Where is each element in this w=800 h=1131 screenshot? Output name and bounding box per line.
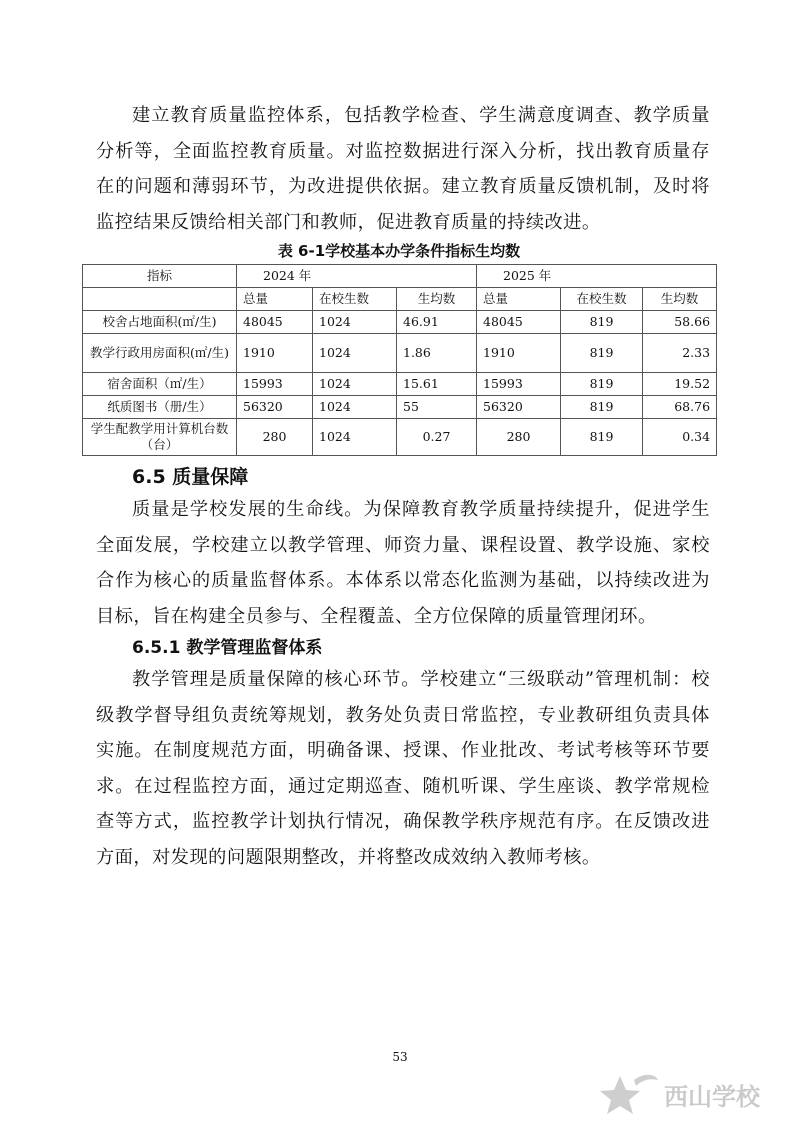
table-cell: 1024 [313, 373, 397, 396]
section-heading-6-5: 6.5 质量保障 [132, 466, 249, 488]
row-label: 校舍占地面积(㎡/生) [83, 311, 237, 334]
subheader-students-2024: 在校生数 [313, 288, 397, 311]
subheader-per-student-2024: 生均数 [397, 288, 477, 311]
table-cell: 2.33 [643, 334, 717, 373]
table-subheader-row [83, 288, 717, 311]
table-cell: 819 [561, 373, 643, 396]
table-cell: 48045 [237, 311, 313, 334]
table-cell: 280 [477, 419, 561, 456]
quality-paragraph: 质量是学校发展的生命线。为保障教育教学质量持续提升，促进学生全面发展，学校建立以教学管理、师资力量、课程设置、教学设施、家校合作为核心的质量监督体系。本体系以常态化监测为基础，以持续改进为目标，旨在构建全员参与、全程覆盖、全方位保障的质量管理闭环。 [96, 499, 710, 627]
table-cell: 15993 [477, 373, 561, 396]
header-year-2024: 2024 年 [237, 265, 477, 288]
table-cell: 46.91 [397, 311, 477, 334]
table-cell: 15993 [237, 373, 313, 396]
indicator-table [82, 264, 717, 456]
table-cell: 58.66 [643, 311, 717, 334]
table-row [83, 396, 717, 419]
table-cell: 55 [397, 396, 477, 419]
table-cell: 819 [561, 311, 643, 334]
table-cell: 819 [561, 419, 643, 456]
table-cell: 19.52 [643, 373, 717, 396]
row-label: 宿舍面积（㎡/生） [83, 373, 237, 396]
table-cell: 0.27 [397, 419, 477, 456]
subheader-total-2024: 总量 [237, 288, 313, 311]
table-cell: 1024 [313, 334, 397, 373]
table-row [83, 311, 717, 334]
table-cell: 68.76 [643, 396, 717, 419]
table-cell: 280 [237, 419, 313, 456]
table-cell: 819 [561, 396, 643, 419]
table-cell: 48045 [477, 311, 561, 334]
intro-paragraph: 建立教育质量监控体系，包括教学检查、学生满意度调查、教学质量分析等，全面监控教育质量。对监控数据进行深入分析，找出教育质量存在的问题和薄弱环节，为改进提供依据。建立教育质量反馈机制，及时将监控结果反馈给相关部门和教师，促进教育质量的持续改进。 [96, 105, 710, 233]
subsection-heading-6-5-1: 6.5.1 教学管理监督体系 [132, 638, 323, 658]
table-header-row [83, 265, 717, 288]
table-cell: 819 [561, 334, 643, 373]
watermark-text: 西山学校 [664, 1083, 760, 1111]
header-year-2025: 2025 年 [477, 265, 717, 288]
row-label: 学生配教学用计算机台数（台） [83, 419, 237, 456]
subheader-empty-cell [83, 288, 237, 311]
table-row [83, 373, 717, 396]
subheader-per-student-2025: 生均数 [643, 288, 717, 311]
school-watermark [596, 1070, 786, 1120]
table-cell: 0.34 [643, 419, 717, 456]
table-row [83, 334, 717, 373]
table-row [83, 419, 717, 456]
header-indicator: 指标 [83, 265, 237, 288]
star-logo-icon [596, 1070, 786, 1120]
table-cell: 1910 [477, 334, 561, 373]
table-cell: 1.86 [397, 334, 477, 373]
table-cell: 1910 [237, 334, 313, 373]
subheader-total-2025: 总量 [477, 288, 561, 311]
row-label: 教学行政用房面积(㎡/生) [83, 334, 237, 373]
management-paragraph: 教学管理是质量保障的核心环节。学校建立“三级联动”管理机制：校级教学督导组负责统筹规划，教务处负责日常监控，专业教研组负责具体实施。在制度规范方面，明确备课、授课、作业批改、考试考核等环节要求。在过程监控方面，通过定期巡查、随机听课、学生座谈、教学常规检查等方式，监控教学计划执行情况，确保教学秩序规范有序。在反馈改进方面，对发现的问题限期整改，并将整改成效纳入教师考核。 [96, 669, 710, 868]
table-caption: 表 6-1学校基本办学条件指标生均数 [277, 242, 521, 260]
subheader-students-2025: 在校生数 [561, 288, 643, 311]
table-cell: 56320 [237, 396, 313, 419]
row-label: 纸质图书（册/生） [83, 396, 237, 419]
table-cell: 56320 [477, 396, 561, 419]
page-number: 53 [392, 1050, 408, 1064]
table-cell: 1024 [313, 396, 397, 419]
table-cell: 1024 [313, 311, 397, 334]
table-cell: 1024 [313, 419, 397, 456]
table-cell: 15.61 [397, 373, 477, 396]
